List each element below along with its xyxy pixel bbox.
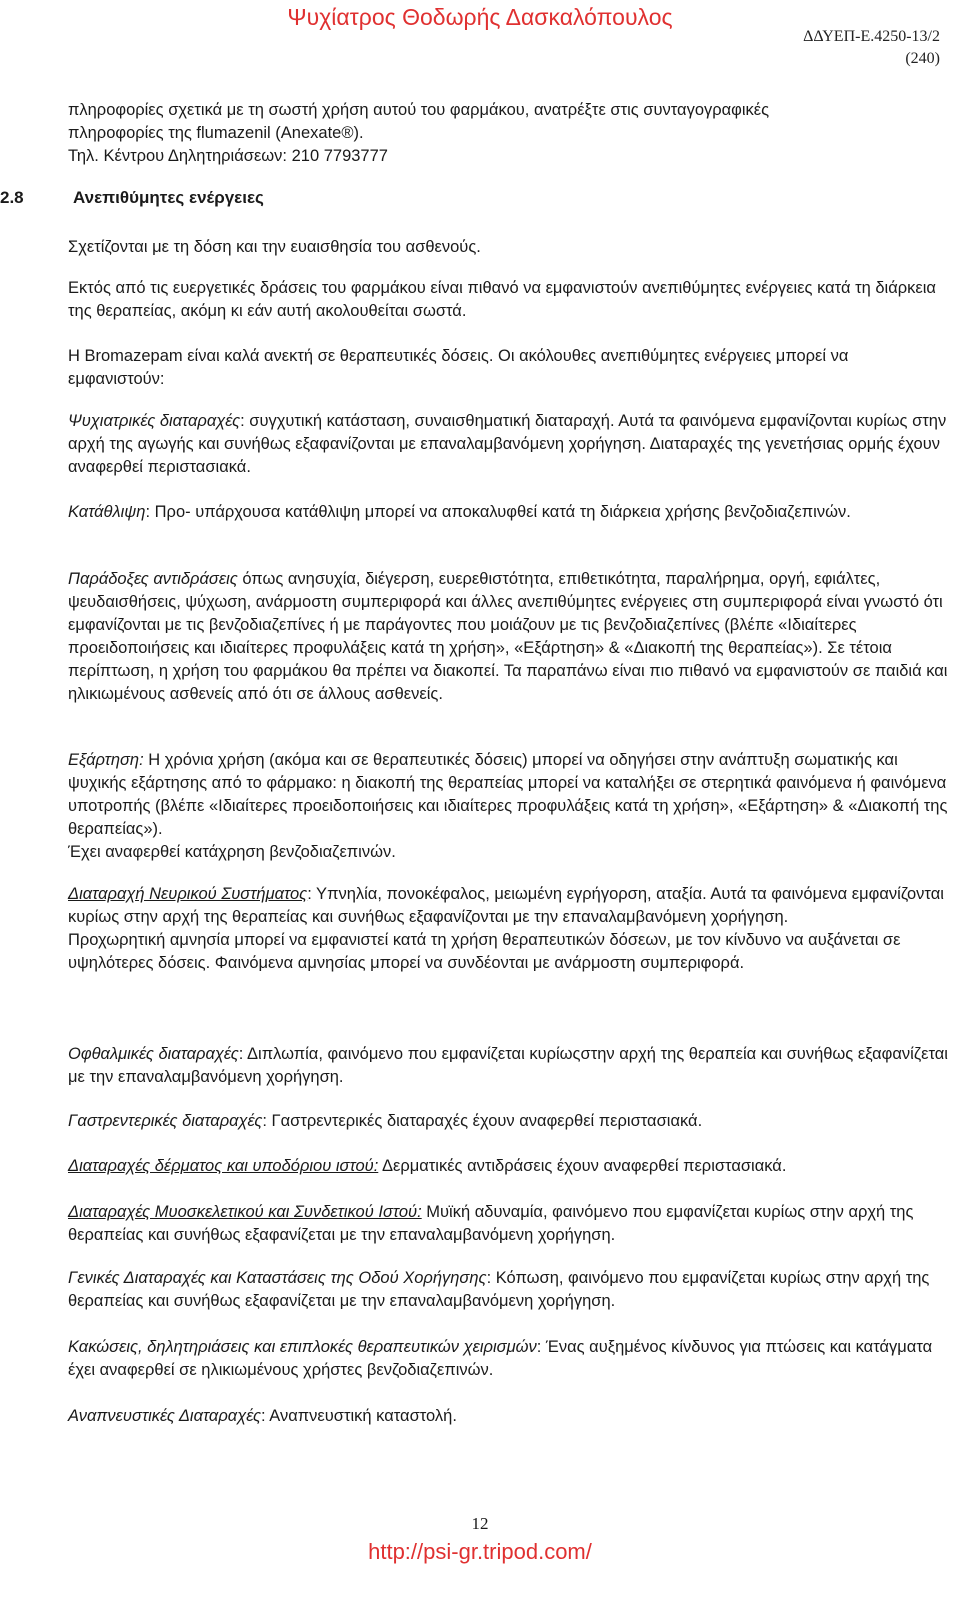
label-musculoskeletal: Διαταραχές Μυοσκελετικού και Συνδετικού Ιστού: xyxy=(68,1203,422,1221)
paragraph-depression xyxy=(68,501,948,524)
text-eye: : Διπλωπία, φαινόμενο που εμφανίζεται κυρίωςστην αρχή της θεραπεία και συνήθως εξαφανίζεται με την επαναλαμβανόμενη χορήγηση. xyxy=(68,1045,948,1086)
text-musculoskeletal: Μυϊκή αδυναμία, φαινόμενο που εμφανίζεται κυρίως στην αρχή της θεραπείας και συνήθως εξαφανίζεται με την επαναλαμβανόμενη χορήγηση. xyxy=(68,1203,914,1244)
text-depression: : Προ- υπάρχουσα κατάθλιψη μπορεί να αποκαλυφθεί κατά τη διάρκεια χρήσης βενζοδιαζεπινών. xyxy=(145,503,851,521)
label-gastro: Γαστρεντερικές διαταραχές xyxy=(68,1112,263,1130)
paragraph-dependence xyxy=(68,749,948,864)
paragraph-respiratory xyxy=(68,1405,948,1428)
label-dependence: Εξάρτηση: xyxy=(68,751,144,769)
section-number: 2.8 xyxy=(0,188,24,207)
section-title: Ανεπιθύμητες ενέργειες xyxy=(73,188,264,207)
document-reference xyxy=(803,26,940,70)
text-psychiatric: : συγχυτική κατάσταση, συναισθηματική διαταραχή. Αυτά τα φαινόμενα εμφανίζονται κυρίως στην αρχή της αγωγής και συνήθως εξαφανίζονται με επαναλαμβανόμενη χορήγηση. Διαταραχές της γενετήσιας ορμής έχουν αναφερθεί περιστασιακά. xyxy=(68,412,947,476)
paragraph-eye xyxy=(68,1043,948,1089)
intro-block xyxy=(68,99,948,168)
dependence-body xyxy=(68,749,948,841)
text-dependence: Η χρόνια χρήση (ακόμα και σε θεραπευτικές δόσεις) μπορεί να οδηγήσει στην ανάπτυξη σωματικής και ψυχικής εξάρτησης από το φάρμακο: η διακοπή της θεραπείας μπορεί να καταλήξει σε στερητικά φαινόμενα ή φαινόμενα υποτροπής (βλέπε «Ιδιαίτερες προειδοποιήσεις και ιδιαίτερες προφυλάξεις κατά τη χρήση», «Εξάρτηση» & «Διακοπή της θεραπείας»). xyxy=(68,751,948,838)
paragraph-dose: Σχετίζονται με τη δόση και την ευαισθησία του ασθενούς. xyxy=(68,238,481,256)
paragraph-general-disorders xyxy=(68,1267,938,1313)
paragraph-nervous-system xyxy=(68,883,948,975)
reference-edition: (240) xyxy=(905,50,940,67)
footer-link[interactable]: http://psi-gr.tripod.com/ xyxy=(368,1539,592,1564)
label-paradoxical: Παράδοξες αντιδράσεις xyxy=(68,570,238,588)
label-skin: Διαταραχές δέρματος και υποδόριου ιστού: xyxy=(68,1157,379,1175)
text-amnesia: Προχωρητική αμνησία μπορεί να εμφανιστεί κατά τη χρήση θεραπευτικών δόσεων, με τον κίνδυνο να αυξάνεται σε υψηλότερες δόσεις. Φαινόμενα αμνησίας μπορεί να συνδέονται με ανάρμοστη συμπεριφορά. xyxy=(68,931,901,972)
text-skin: Δερματικές αντιδράσεις έχουν αναφερθεί περιστασιακά. xyxy=(378,1157,787,1175)
intro-line: πληροφορίες σχετικά με τη σωστή χρήση αυτού του φαρμάκου, ανατρέξτε στις συνταγογραφικές xyxy=(68,101,770,119)
poison-center-phone: Τηλ. Κέντρου Δηλητηριάσεων: 210 7793777 xyxy=(68,147,388,165)
label-respiratory: Αναπνευστικές Διαταραχές xyxy=(68,1407,262,1425)
text-gastro: : Γαστρεντερικές διαταραχές έχουν αναφερθεί περιστασιακά. xyxy=(262,1112,703,1130)
intro-line: πληροφορίες της flumazenil (Anexate®). xyxy=(68,124,364,142)
paragraph-psychiatric xyxy=(68,410,948,479)
text-respiratory: : Αναπνευστική καταστολή. xyxy=(261,1407,457,1425)
paragraph-skin xyxy=(68,1155,948,1178)
text-paradoxical: όπως ανησυχία, διέγερση, ευερεθιστότητα, επιθετικότητα, παραλήρημα, οργή, εφιάλτες, ψευδαισθήσεις, ψύχωση, ανάρμοστη συμπεριφορά και άλλες ανεπιθύμητες ενέργειες στη συμπεριφορά είναι γνωστό ότι εμφανίζονται με τις βενζοδιαζεπίνες ή με παράγοντες που μοιάζουν με τις βενζοδιαζεπίνες (βλέπε «Ιδιαίτερες προειδοποιήσεις και ιδιαίτερες προφυλάξεις κατά τη χρήση», «Εξάρτηση» & «Διακοπή της θεραπείας»). Σε τέτοια περίπτωση, η χρήση του φαρμάκου θα πρέπει να διακοπεί. Τα παραπάνω είναι πιο πιθανό να εμφανιστούν σε παιδιά και ηλικιωμένους ασθενείς από ότι σε άλλους ασθενείς. xyxy=(68,570,948,703)
label-injury: Κακώσεις, δηλητηριάσεις και επιπλοκές θεραπευτικών χειρισμών xyxy=(68,1338,537,1356)
paragraph-gastro xyxy=(68,1110,948,1133)
text-nervous-system: : Υπνηλία, πονοκέφαλος, μειωμένη εγρήγορση, αταξία. Αυτά τα φαινόμενα εμφανίζονται κυρίως στην αρχή της θεραπείας και συνήθως εξαφανίζονται με την επαναλαμβανόμενη χορήγηση. xyxy=(68,885,944,926)
paragraph-musculoskeletal xyxy=(68,1201,938,1247)
paragraph-paradoxical xyxy=(68,568,948,706)
label-nervous-system: Διαταραχή Νευρικού Συστήματος xyxy=(68,885,308,903)
label-general-disorders: Γενικές Διαταραχές και Καταστάσεις της Οδού Χορήγησης xyxy=(68,1269,487,1287)
paragraph-injury xyxy=(68,1336,948,1382)
reference-code: ΔΔΥΕΠ-Ε.4250-13/2 xyxy=(803,28,940,45)
text-abuse: Έχει αναφερθεί κατάχρηση βενζοδιαζεπινών. xyxy=(68,843,396,861)
page-number: 12 xyxy=(471,1514,489,1533)
paragraph-tolerance: Η Bromazepam είναι καλά ανεκτή σε θεραπευτικές δόσεις. Οι ακόλουθες ανεπιθύμητες ενέργειες μπορεί να εμφανιστούν: xyxy=(68,347,849,388)
label-psychiatric: Ψυχιατρικές διαταραχές xyxy=(68,412,241,430)
label-eye: Οφθαλμικές διαταραχές xyxy=(68,1045,239,1063)
nervous-body xyxy=(68,883,948,929)
site-banner: Ψυχίατρος Θοδωρής Δασκαλόπουλος xyxy=(287,4,673,30)
paragraph-general: Εκτός από τις ευεργετικές δράσεις του φαρμάκου είναι πιθανό να εμφανιστούν ανεπιθύμητες ενέργειες κατά τη διάρκεια της θεραπείας, ακόμη κι εάν αυτή ακολουθείται σωστά. xyxy=(68,279,936,320)
label-depression: Κατάθλιψη xyxy=(68,503,146,521)
text-injury: : Ένας αυξημένος κίνδυνος για πτώσεις και κατάγματα έχει αναφερθεί σε ηλικιωμένους χρήστες βενζοδιαζεπινών. xyxy=(68,1338,933,1379)
text-general-disorders: : Κόπωση, φαινόμενο που εμφανίζεται κυρίως στην αρχή της θεραπείας και συνήθως εξαφανίζεται με την επαναλαμβανόμενη χορήγηση. xyxy=(68,1269,930,1310)
